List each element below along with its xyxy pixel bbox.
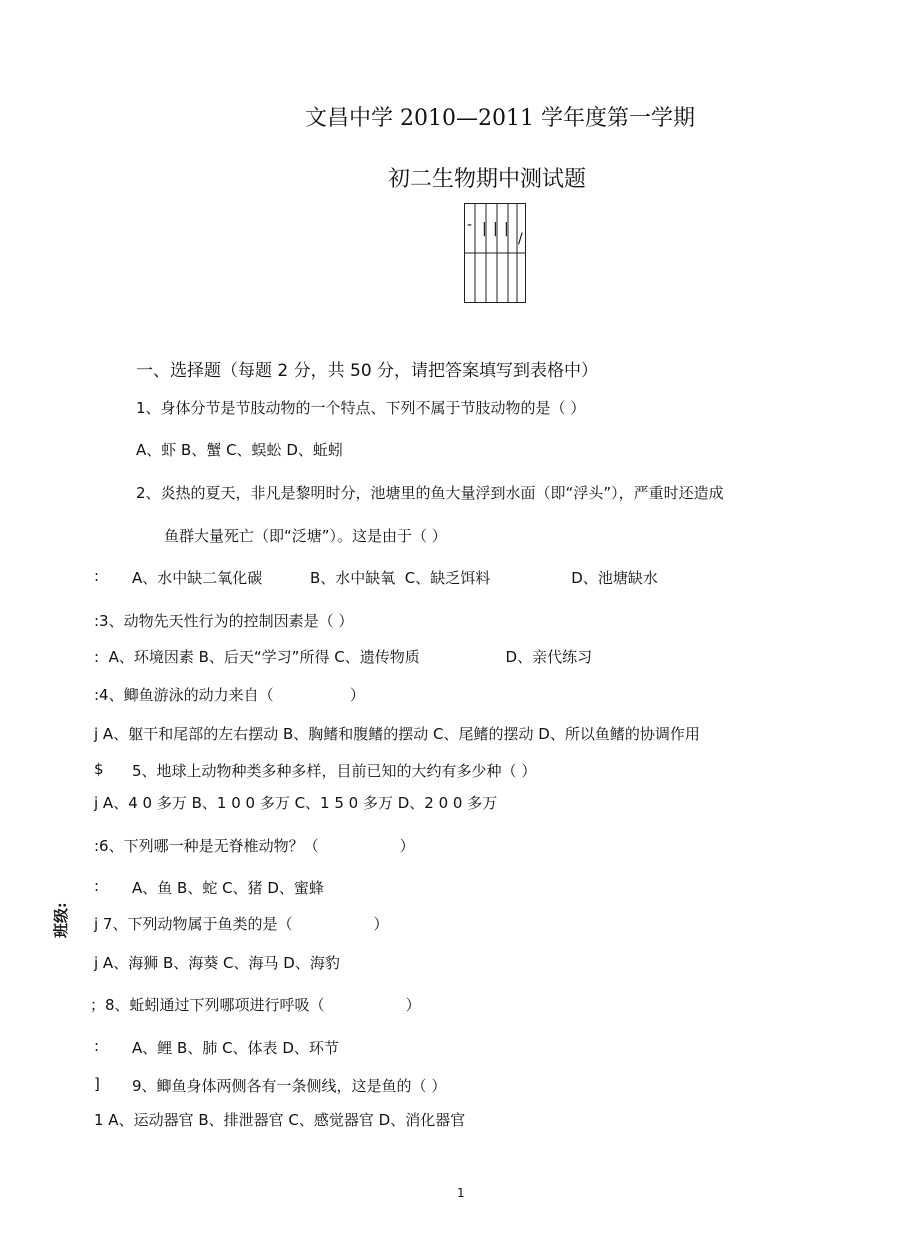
answer-prefix: : <box>94 877 100 895</box>
answer-prefix: : <box>94 567 100 585</box>
score-table <box>464 203 526 303</box>
question-prefix: ] <box>94 1075 100 1093</box>
question-5: 5、地球上动物种类多种多样，目前已知的大约有多少种（ ） <box>132 762 537 780</box>
answer-prefix: : <box>94 1037 100 1055</box>
question-2: 2、炎热的夏天，非凡是黎明时分，池塘里的鱼大量浮到水面（即“浮头”），严重时还造成 <box>136 484 724 502</box>
exam-title: 文昌中学 2010—2011 学年度第一学期 <box>305 106 695 131</box>
score-mark: - <box>467 217 473 233</box>
answer-9: 1 A、运动器官 B、排泄器官 C、感觉器官 D、消化器官 <box>94 1111 466 1129</box>
question-7: j 7、下列动物属于鱼类的是（ ） <box>94 915 389 933</box>
question-9: 9、鲫鱼身体两侧各有一条侧线，这是鱼的（ ） <box>132 1077 447 1095</box>
question-6: :6、下列哪一种是无脊椎动物？（ ） <box>94 837 415 855</box>
question-8: ；8、蚯蚓通过下列哪项进行呼吸（ ） <box>90 996 421 1014</box>
question-prefix: $ <box>94 760 104 778</box>
answer-2: A、水中缺二氧化碳 B、水中缺氧 C、缺乏饵料 D、池塘缺水 <box>132 569 658 587</box>
answer-4: j A、躯干和尾部的左右摆动 B、胸鳍和腹鳍的摆动 C、尾鳍的摆动 D、所以鱼鳍的协调作用 <box>94 725 700 743</box>
score-mark: | <box>482 221 487 237</box>
score-mark: / <box>518 231 523 247</box>
question-2-cont: 鱼群大量死亡（即“泛塘”）。这是由于（ ） <box>164 527 447 545</box>
question-4: :4、鲫鱼游泳的动力来自（ ） <box>94 686 365 704</box>
section-heading: 一、选择题（每题 2 分，共 50 分，请把答案填写到表格中） <box>136 361 599 381</box>
score-mark: | <box>504 221 509 237</box>
answer-1: A、虾 B、蟹 C、蜈蚣 D、蚯蚓 <box>136 441 343 459</box>
answer-8: A、鲤 B、肺 C、体表 D、环节 <box>132 1039 339 1057</box>
question-1: 1、身体分节是节肢动物的一个特点、下列不属于节肢动物的是（ ） <box>136 399 586 417</box>
answer-3: : A、环境因素 B、后天“学习”所得 C、遗传物质 D、亲代练习 <box>94 648 593 666</box>
answer-7: j A、海狮 B、海葵 C、海马 D、海豹 <box>94 954 340 972</box>
class-label: 班级: <box>52 902 70 938</box>
answer-6: A、鱼 B、蛇 C、猪 D、蜜蜂 <box>132 879 324 897</box>
score-mark: | <box>493 221 498 237</box>
answer-5: j A、4 0 多万 B、1 0 0 多万 C、1 5 0 多万 D、2 0 0 多万 <box>94 794 498 812</box>
page-number: 1 <box>457 1186 465 1200</box>
exam-subtitle: 初二生物期中测试题 <box>388 167 587 192</box>
question-3: :3、动物先天性行为的控制因素是（ ） <box>94 612 354 630</box>
